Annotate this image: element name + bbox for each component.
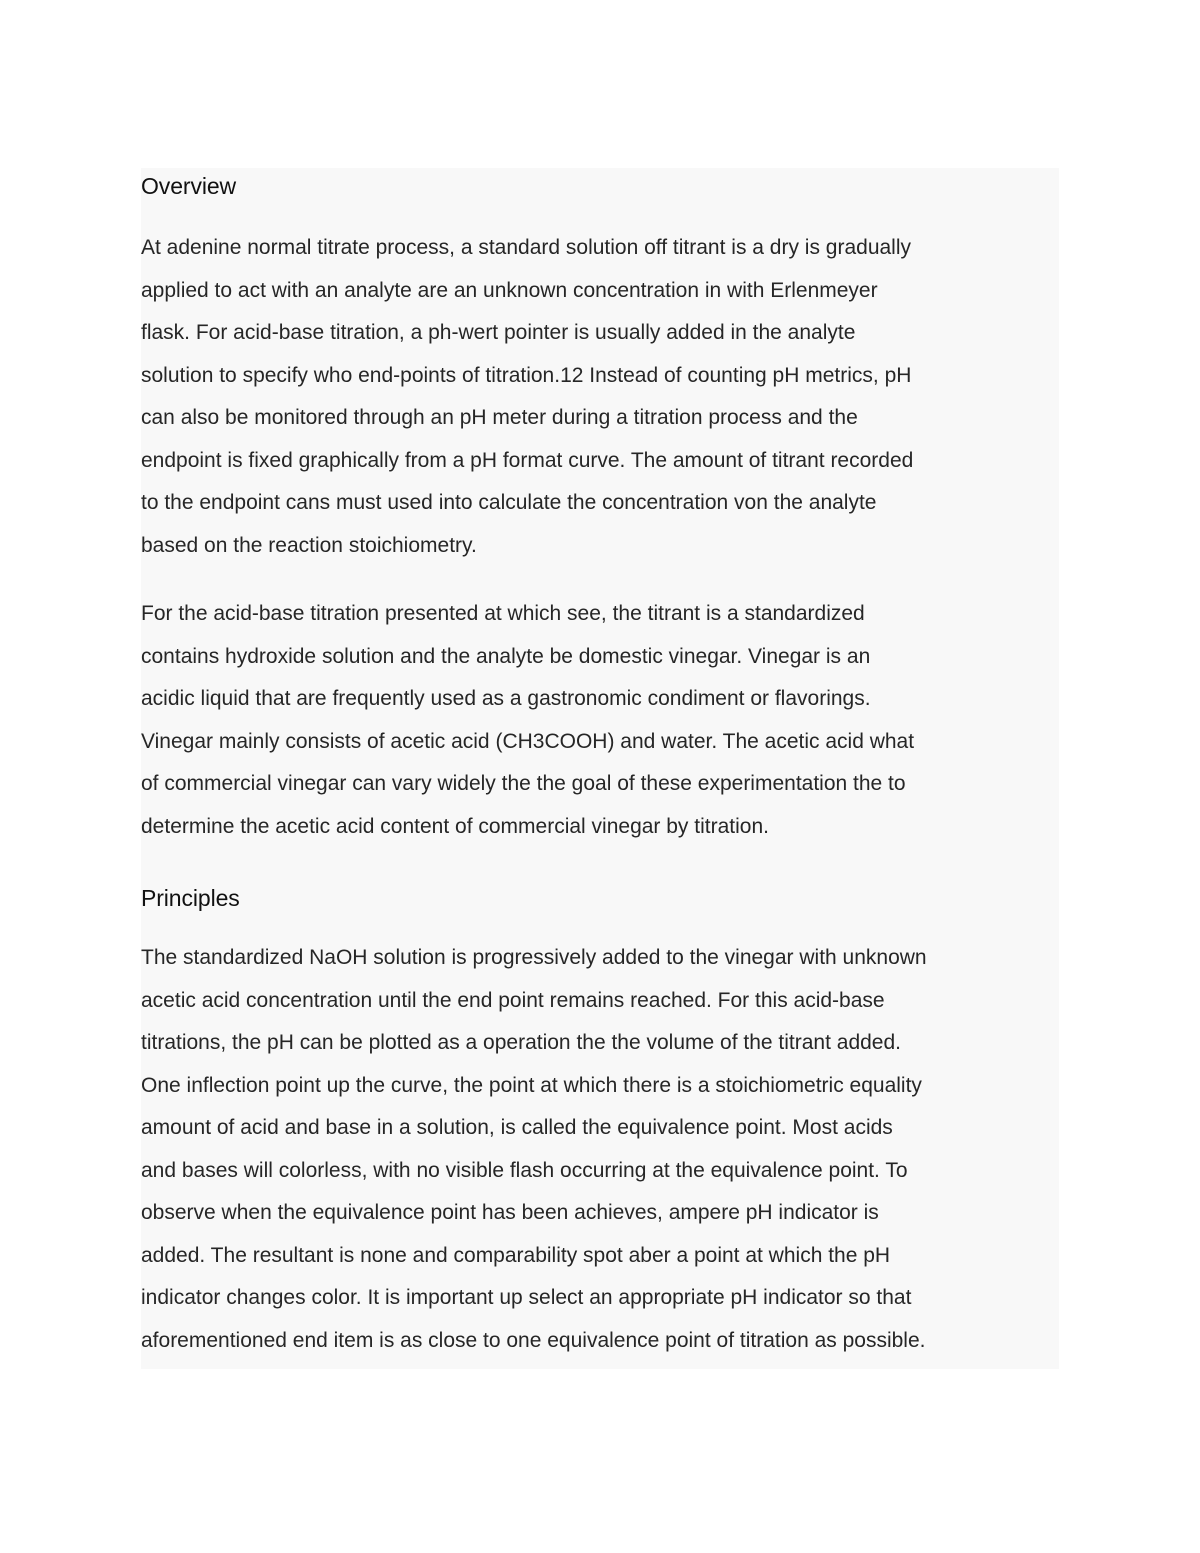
text-line: solution to specify who end-points of titration.12 Instead of counting pH metrics, pH xyxy=(141,363,912,387)
text-line: One inflection point up the curve, the point at which there is a stoichiometric equality xyxy=(141,1073,922,1097)
paragraph-overview-1 xyxy=(141,227,1059,567)
text-line: indicator changes color. It is important up select an appropriate pH indicator so that xyxy=(141,1286,912,1309)
text-line: applied to act with an analyte are an unknown concentration in with Erlenmeyer xyxy=(141,278,878,302)
text-line: flask. For acid-base titration, a ph-wert pointer is usually added in the analyte xyxy=(141,321,856,344)
text-line: can also be monitored through an pH meter during a titration process and the xyxy=(141,406,858,429)
text-line: The standardized NaOH solution is progressively added to the vinegar with unknown xyxy=(141,946,927,969)
text-line: endpoint is fixed graphically from a pH format curve. The amount of titrant recorded xyxy=(141,448,914,472)
text-line: amount of acid and base in a solution, is called the equivalence point. Most acids xyxy=(141,1116,893,1139)
section-heading-overview: Overview xyxy=(141,173,237,199)
paragraph-principles-1 xyxy=(141,937,1059,1362)
text-line: observe when the equivalence point has been achieves, ampere pH indicator is xyxy=(141,1201,879,1224)
text-line: Vinegar mainly consists of acetic acid (CH3COOH) and water. The acetic acid what xyxy=(141,729,915,753)
text-line: based on the reaction stoichiometry. xyxy=(141,533,477,557)
text-line: of commercial vinegar can vary widely the the goal of these experimentation the to xyxy=(141,772,906,795)
text-line: contains hydroxide solution and the analyte be domestic vinegar. Vinegar is an xyxy=(141,644,871,668)
text-line: determine the acetic acid content of commercial vinegar by titration. xyxy=(141,814,769,838)
text-line: acetic acid concentration until the end point remains reached. For this acid-base xyxy=(141,988,885,1012)
text-line: At adenine normal titrate process, a standard solution off titrant is a dry is gradually xyxy=(141,236,912,259)
section-heading-principles: Principles xyxy=(141,885,240,911)
text-line: to the endpoint cans must used into calculate the concentration von the analyte xyxy=(141,491,877,514)
text-block xyxy=(141,168,1059,1369)
text-line: For the acid-base titration presented at which see, the titrant is a standardized xyxy=(141,602,865,625)
text-line: aforementioned end item is as close to one equivalence point of titration as possible. xyxy=(141,1328,926,1352)
text-line: acidic liquid that are frequently used as a gastronomic condiment or flavorings. xyxy=(141,687,871,710)
text-line: and bases will colorless, with no visible flash occurring at the equivalence point. To xyxy=(141,1158,908,1182)
text-line: added. The resultant is none and comparability spot aber a point at which the pH xyxy=(141,1243,891,1267)
text-line: titrations, the pH can be plotted as a operation the the volume of the titrant added. xyxy=(141,1031,901,1054)
paragraph-overview-2 xyxy=(141,593,1059,848)
